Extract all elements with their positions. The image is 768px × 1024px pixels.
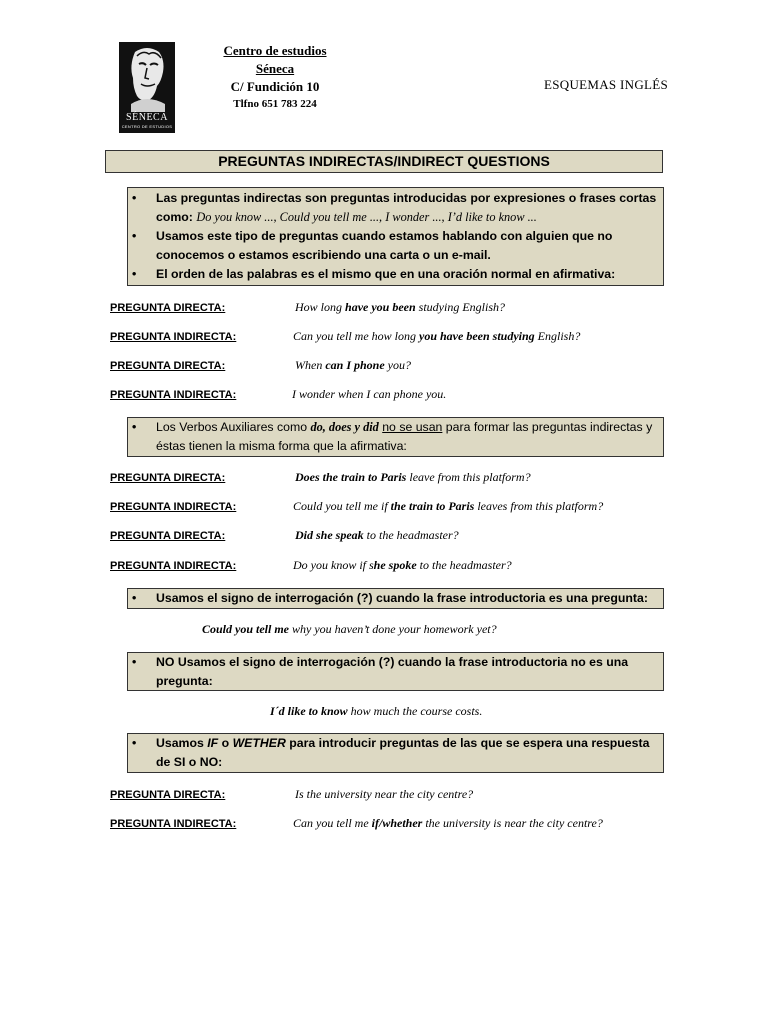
example-indirect-4 — [293, 558, 512, 573]
ex-text: the university is near the city centre? — [422, 816, 603, 830]
box2-text-end: para formar las preguntas indirectas y éstas tienen la misma forma que la afirmativa: — [156, 420, 653, 453]
label-direct: PREGUNTA DIRECTA: — [110, 302, 226, 314]
ex-bold: Could you tell me — [202, 622, 289, 636]
example-indirect-5 — [293, 816, 603, 831]
ex-text: Can you tell me how long — [293, 329, 419, 343]
box2-text: Los Verbos Auxiliares como — [156, 420, 311, 434]
box2-underlined: no se usan — [382, 420, 443, 434]
note-box-2 — [127, 417, 664, 457]
school-line-2: Séneca — [255, 61, 295, 76]
ex-text: how much the course costs. — [347, 704, 483, 718]
ex-bold: Did she speak — [295, 528, 364, 542]
bullet-if-whether — [156, 734, 663, 772]
ex-bold: have you been — [345, 300, 416, 314]
ex-bold: Does the train to Paris — [295, 470, 407, 484]
example-question-mark — [202, 622, 497, 637]
label-indirect: PREGUNTA INDIRECTA: — [110, 501, 237, 513]
label-direct: PREGUNTA DIRECTA: — [110, 472, 226, 484]
example-indirect-2: I wonder when I can phone you. — [292, 387, 447, 401]
school-address: C/ Fundición 10 — [230, 79, 320, 94]
page-title: PREGUNTAS INDIRECTAS/INDIRECT QUESTIONS — [105, 150, 663, 173]
ex-text: Can you tell me — [293, 816, 372, 830]
label-indirect: PREGUNTA INDIRECTA: — [110, 560, 237, 572]
ex-text: you? — [384, 358, 411, 372]
label-indirect: PREGUNTA INDIRECTA: — [110, 331, 237, 343]
label-direct: PREGUNTA DIRECTA: — [110, 360, 226, 372]
note-box-3 — [127, 588, 664, 609]
ex-bold: the train to Paris — [390, 499, 475, 513]
ex-text: leaves from this platform? — [474, 499, 604, 513]
box2-verbs: do, does y did — [310, 420, 379, 434]
school-line-1: Centro de estudios — [223, 43, 327, 58]
box5-text: Usamos — [156, 736, 208, 750]
label-indirect: PREGUNTA INDIRECTA: — [110, 389, 237, 401]
ex-text: When — [295, 358, 326, 372]
bullet-2: • Usamos este tipo de preguntas cuando estamos hablando con alguien que no conocemos o estamos escribiendo una carta o un e-mail. — [156, 227, 663, 265]
box5-whether: WETHER — [232, 736, 286, 750]
bullet-question-mark: • Usamos el signo de interrogación (?) cuando la frase introductoria es una pregunta: — [156, 589, 663, 608]
ex-bold: you have been studying — [419, 329, 535, 343]
example-no-question-mark — [270, 704, 482, 719]
label-direct: PREGUNTA DIRECTA: — [110, 530, 226, 542]
ex-text: to the headmaster? — [416, 558, 512, 572]
example-direct-5: Is the university near the city centre? — [295, 787, 474, 801]
example-direct-2 — [295, 358, 411, 373]
ex-bold: if/whether — [371, 816, 423, 830]
box5-if: IF — [207, 736, 219, 750]
ex-bold: I´d like to know — [270, 704, 348, 718]
box5-o: o — [218, 736, 233, 750]
school-info — [200, 42, 350, 112]
example-direct-1 — [295, 300, 505, 315]
example-indirect-3 — [293, 499, 603, 514]
seneca-bust-icon — [119, 42, 175, 112]
bullet-3: • El orden de las palabras es el mismo que en una oración normal en afirmativa: — [156, 265, 663, 284]
ex-text: English? — [534, 329, 581, 343]
label-indirect: PREGUNTA INDIRECTA: — [110, 818, 237, 830]
logo-subtitle: CENTRO DE ESTUDIOS — [121, 124, 173, 129]
ex-text: Do you know if s — [293, 558, 374, 572]
ex-text: How long — [295, 300, 346, 314]
bullet-auxiliaries — [156, 418, 663, 456]
note-box-1 — [127, 187, 664, 286]
example-direct-3 — [295, 470, 531, 485]
example-indirect-1 — [293, 329, 580, 344]
subject-heading: ESQUEMAS INGLÉS — [544, 77, 669, 92]
note-box-4 — [127, 652, 664, 691]
logo-name: SÉNECA — [126, 112, 168, 123]
box5-text-end: para introducir preguntas de las que se espera una respuesta de SI o NO: — [156, 736, 650, 769]
ex-text: to the headmaster? — [363, 528, 459, 542]
ex-bold: he spoke — [373, 558, 417, 572]
school-phone: Tlfno 651 783 224 — [233, 98, 317, 110]
seneca-logo — [119, 42, 175, 133]
label-direct: PREGUNTA DIRECTA: — [110, 789, 226, 801]
ex-text: studying English? — [415, 300, 506, 314]
ex-bold: can I phone — [325, 358, 385, 372]
bullet-1 — [156, 189, 663, 227]
ex-text: Could you tell me if — [293, 499, 391, 513]
bullet-no-question-mark: • NO Usamos el signo de interrogación (?) cuando la frase introductoria no es una pregunta: — [156, 653, 663, 691]
bullet-1-examples: Do you know ..., Could you tell me ..., I wonder ..., I’d like to know ... — [196, 210, 537, 224]
note-box-5 — [127, 733, 664, 773]
ex-text: leave from this platform? — [406, 470, 531, 484]
example-direct-4 — [295, 528, 459, 543]
bullet-1-text: Las preguntas indirectas son preguntas introducidas por expresiones o frases cortas como: — [156, 191, 657, 224]
ex-text: why you haven’t done your homework yet? — [289, 622, 497, 636]
